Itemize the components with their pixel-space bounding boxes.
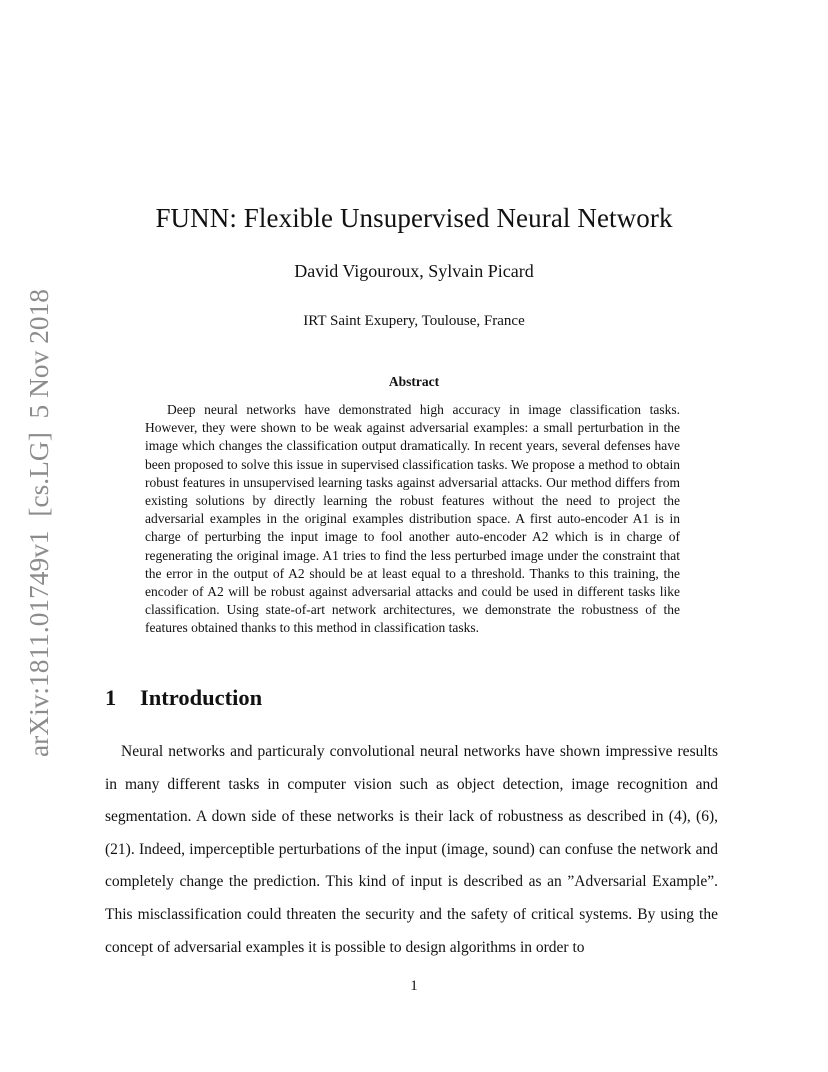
page-number: 1 bbox=[410, 978, 418, 994]
paper-title: FUNN: Flexible Unsupervised Neural Network bbox=[155, 203, 673, 233]
abstract-body: Deep neural networks have demonstrated high accuracy in image classification tasks. However, they were shown to be weak against adversarial examples: a small perturbation in the image which changes the classification output dramatically. In recent years, several defenses have been proposed to solve this issue in supervised classification tasks. We propose a method to obtain robust features in unsupervised learning tasks against adversarial attacks. Our method differs from existing solutions by directly learning the robust features without the need to project the adversarial examples in the original examples distribution space. A first auto-encoder A1 is in charge of perturbing the input image to fool another auto-encoder A2 which is in charge of regenerating the original image. A1 tries to find the less perturbed image under the constraint that the error in the output of A2 should be at least equal to a threshold. Thanks to this training, the encoder of A2 will be robust against adversarial attacks and could be used in different tasks like classification. Using state-of-art network architectures, we demonstrate the robustness of the features obtained thanks to this method in classification tasks. bbox=[145, 402, 680, 636]
section-title: Introduction bbox=[140, 685, 263, 710]
section-heading-introduction bbox=[105, 685, 262, 711]
arxiv-identifier-text: arXiv:1811.01749v1 [cs.LG] 5 Nov 2018 bbox=[24, 296, 54, 757]
author-affiliation: IRT Saint Exupery, Toulouse, France bbox=[303, 313, 525, 329]
section-number: 1 bbox=[105, 685, 117, 710]
paper-authors: David Vigouroux, Sylvain Picard bbox=[294, 261, 534, 281]
abstract-heading: Abstract bbox=[388, 374, 440, 389]
arxiv-identifier-stamp bbox=[14, 287, 64, 759]
introduction-body: Neural networks and particuraly convolutional neural networks have shown impressive results in many different tasks in computer vision such as object detection, image recognition and segmentation. A down side of these networks is their lack of robustness as described in (4), (6), (21). Indeed, imperceptible perturbations of the input (image, sound) can confuse the network and completely change the prediction. This kind of input is described as an ”Adversarial Example”. This misclassification could threaten the security and the safety of critical systems. By using the concept of adversarial examples it is possible to design algorithms in order to bbox=[105, 743, 718, 956]
